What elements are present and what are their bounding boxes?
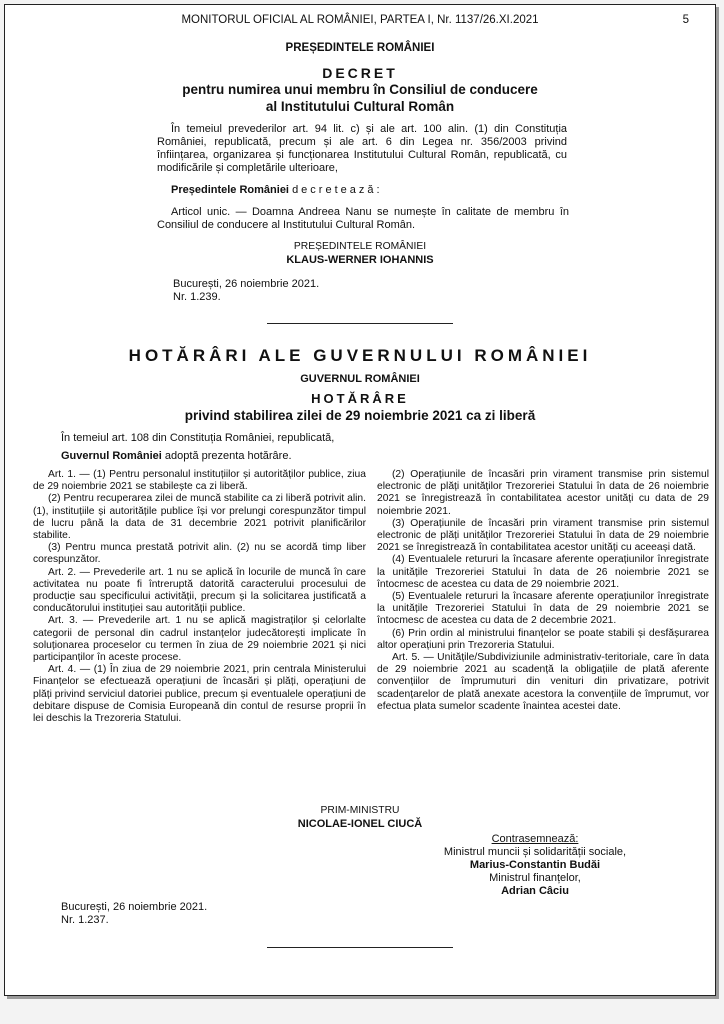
decree-article: Articol unic. — Doamna Andreea Nanu se numește în calitate de membru în Consiliul de conducere al Institutului Cultural Român. bbox=[157, 206, 569, 231]
countersign-role2: Ministrul finanțelor, bbox=[489, 872, 581, 884]
decision-issuer: GUVERNUL ROMÂNIEI bbox=[300, 373, 420, 385]
decree-signer-title: PREȘEDINTELE ROMÂNIEI bbox=[293, 241, 427, 252]
decision-signer-title: PRIM-MINISTRU bbox=[320, 805, 400, 816]
decision-preamble: În temeiul art. 108 din Constituția României, republicată, bbox=[61, 432, 335, 444]
right-paragraph: (4) Eventualele retururi la încasare aferente operațiunilor înregistrate la unitățile Trezoreriei Statului în data de 26 noiembrie 2021 se întocmesc de acestea cu data de 29 noiembrie 2021. bbox=[377, 554, 709, 590]
section-title: HOTĂRÂRI ALE GUVERNULUI ROMÂNIEI bbox=[128, 346, 592, 365]
decree-issuer: PREȘEDINTELE ROMÂNIEI bbox=[285, 42, 435, 54]
decision-title: privind stabilirea zilei de 29 noiembrie 2021 ca zi liberă bbox=[184, 408, 536, 423]
countersign-label: Contrasemnează: bbox=[491, 833, 579, 845]
decree-title-line2: al Institutului Cultural Român bbox=[265, 99, 455, 114]
countersign-role1: Ministrul muncii și solidarității sociale, bbox=[443, 846, 627, 858]
decree-number: Nr. 1.239. bbox=[173, 291, 221, 303]
decree-title-line1: pentru numirea unui membru în Consiliul de conducere bbox=[182, 82, 538, 97]
right-paragraph: (6) Prin ordin al ministrului finanțelor se poate stabili și desfășurarea altor operațiuni prin Trezoreria Statului. bbox=[377, 627, 709, 651]
left-paragraph: Art. 2. — Prevederile art. 1 nu se aplică în locurile de muncă în care activitatea nu poate fi întreruptă datorită caracterului procesului de producție sau specificului activității, precum și la solicitarea justificată a conducătorului instituției sau autorității publice. bbox=[33, 566, 366, 615]
decision-adopts-line bbox=[61, 450, 661, 463]
decree-place-date: București, 26 noiembrie 2021. bbox=[173, 278, 320, 290]
right-paragraph: Art. 5. — Unitățile/Subdiviziunile administrativ-teritoriale, care în data de 29 noiembrie 2021 au scadență la obligațiile de plată aferente convențiilor de împrumuturi din venituri din privatizare, potrivit scadențarelor de plată anexate acestora la convențiile de împrumut, vor efectua plata sumelor scadente înaintea acestei date. bbox=[377, 652, 709, 712]
right-paragraph: (2) Operațiunile de încasări prin virament transmise prin sistemul electronic de plăți unităților Trezoreriei Statului în data de 26 noiembrie 2021 se înregistrează în contabilitatea acestor unități cu data de 29 noiembrie 2021. bbox=[377, 469, 709, 517]
decree-preamble: În temeiul prevederilor art. 94 lit. c) și ale art. 100 alin. (1) din Constituția României, republicată, precum și ale art. 6 din Legea nr. 356/2003 privind înființarea, organizarea și funcționarea Institutului Cultural Român, republicată, cu modificările și completările ulterioare, bbox=[157, 123, 567, 174]
decision-adopts-subject: Guvernul României bbox=[61, 450, 162, 462]
left-paragraph: (3) Pentru munca prestată potrivit alin. (2) nu se acordă timp liber corespunzător. bbox=[33, 542, 366, 566]
decree-type: DECRET bbox=[322, 65, 398, 81]
decree-signer-name: KLAUS-WERNER IOHANNIS bbox=[286, 254, 434, 266]
decision-number: Nr. 1.237. bbox=[61, 914, 109, 926]
page-number: 5 bbox=[682, 14, 689, 26]
separator-rule bbox=[267, 947, 453, 948]
decree-decrees-line bbox=[171, 184, 571, 197]
page-header: MONITORUL OFICIAL AL ROMÂNIEI, PARTEA I, Nr. 1137/26.XI.2021 bbox=[181, 14, 539, 26]
separator-rule bbox=[267, 323, 453, 324]
decision-signer-name: NICOLAE-IONEL CIUCĂ bbox=[297, 818, 423, 830]
decree-subject: Președintele României bbox=[171, 184, 289, 196]
decision-right-column bbox=[377, 469, 709, 713]
countersign-block bbox=[385, 833, 685, 898]
left-paragraph: Art. 1. — (1) Pentru personalul instituțiilor și autorităților publice, ziua de 29 noiembrie 2021 se stabilește ca zi liberă. bbox=[33, 469, 366, 493]
left-paragraph: Art. 4. — (1) În ziua de 29 noiembrie 2021, prin centrala Ministerului Finanțelor se efectuează operațiuni de încasări și plăți, operațiuni de plăți privind serviciul datoriei publice, precum și eventualele operațiuni de debitare dispuse de Comisia Europeană din contul de resurse proprii în lei deschis la Trezoreria Statului. bbox=[33, 664, 366, 725]
left-paragraph: (2) Pentru recuperarea zilei de muncă stabilite ca zi liberă potrivit alin. (1), instituțiile și autoritățile publice își vor prelungi corespunzător timpul de lucru până la data de 31 decembrie 2021 potrivit planificărilor stabilite. bbox=[33, 493, 366, 542]
decree-verb: decretează: bbox=[292, 184, 383, 196]
right-paragraph: (5) Eventualele retururi la încasare aferente operațiunilor înregistrate la unitățile Trezoreriei Statului în data de 29 noiembrie 2021 se întocmesc de acestea cu data de 2 decembrie 2021. bbox=[377, 591, 709, 627]
decision-type: HOTĂRÂRE bbox=[311, 391, 409, 406]
decision-place-date: București, 26 noiembrie 2021. bbox=[61, 901, 208, 913]
decision-left-column bbox=[33, 469, 366, 725]
left-paragraph: Art. 3. — Prevederile art. 1 nu se aplică magistraților și celorlalte categorii de personal din cadrul instanțelor judecătorești implicate în soluționarea proceselor cu termen în ziua de 29 noiembrie 2021 și nici participanților în aceste procese. bbox=[33, 615, 366, 664]
decision-adopts-rest: adoptă prezenta hotărâre. bbox=[164, 450, 292, 462]
right-paragraph: (3) Operațiunile de încasări prin virament transmise prin sistemul electronic de plăți unităților Trezoreriei Statului în data de 29 noiembrie 2021 se înregistrează în contabilitatea acestor unități cu aceeași dată. bbox=[377, 517, 709, 554]
document-page bbox=[4, 4, 716, 996]
countersign-name1: Marius-Constantin Budăi bbox=[469, 859, 601, 871]
countersign-name2: Adrian Câciu bbox=[501, 885, 569, 897]
